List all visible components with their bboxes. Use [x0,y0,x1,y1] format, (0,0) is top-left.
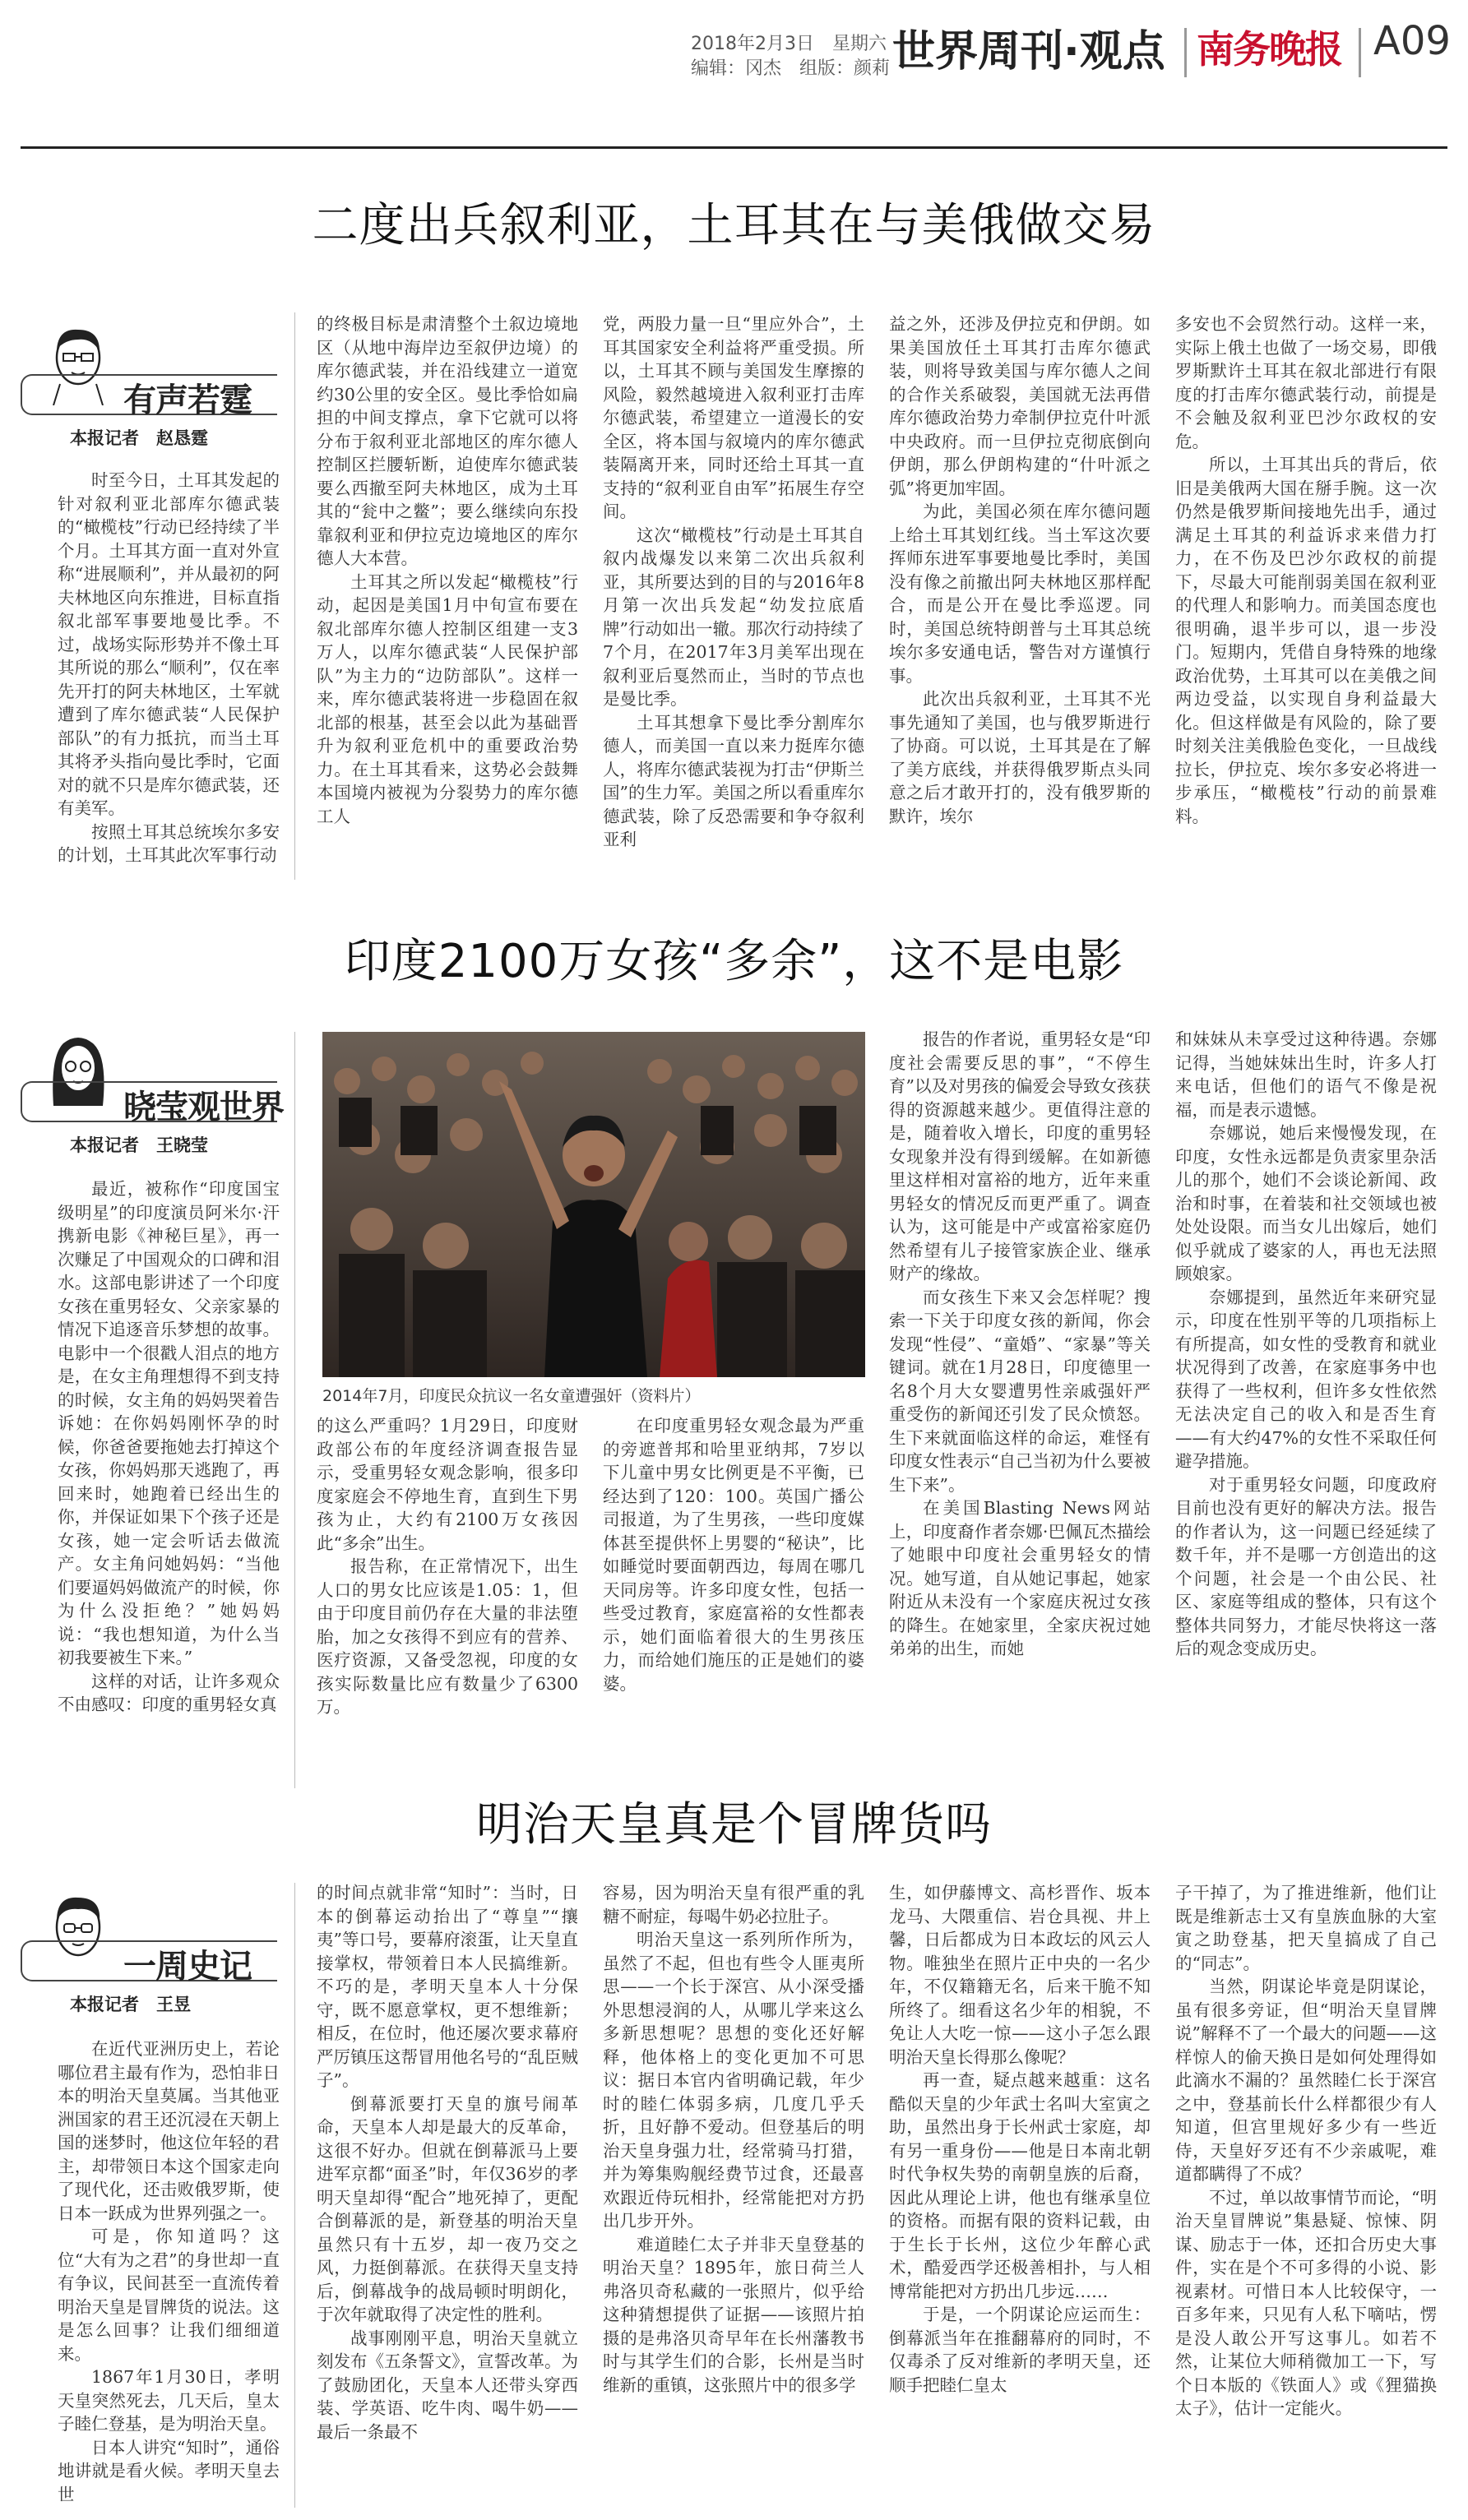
article-column [317,1881,578,2510]
masthead-rule [21,146,1447,149]
paragraph: 再一查，疑点越来越重：这名酷似天皇的少年武士名叫大室寅之助，虽然出身于长州武士家庭，却有另一重身份——他是日本南北朝时代争权失势的南朝皇族的后裔，因此从理论上讲，他也有继承皇位的资格。而据有限的资料记载，由于生长于长州，这位少年醉心武术，酷爱西学还极善相扑，与人相博常能把对方扔出几步远…… [889,2070,1151,2301]
masthead-divider [1359,28,1361,77]
article-column [58,1177,280,1786]
editor-credits: 编辑：冈杰 组版：颜莉 [691,58,891,79]
article-column [889,1881,1151,2510]
paragraph: 于是，一个阴谋论应运而生：倒幕派当年在推翻幕府的同时，不仅毒杀了反对维新的孝明天皇，还顺手把睦仁皇太 [889,2305,1151,2395]
article-headline: 明治天皇真是个冒牌货吗 [476,1798,992,1852]
paragraph: 在美国Blasting News网站上，印度裔作者奈娜·巴佩瓦杰描绘了她眼中印度社会重男轻女的情况。她写道，自从她记事起，她家附近从未没有一个家庭庆祝过女孩的降生。在她家里，全家庆祝过她弟弟的出生，而她 [889,1498,1151,1658]
newspaper-logo: 南务晚报 [1197,27,1341,72]
masthead-divider [1184,28,1187,77]
paragraph: 和妹妹从未享受过这种待遇。奈娜记得，当她妹妹出生时，许多人打来电话，但他们的语气不像是祝福，而是表示遗憾。 [1175,1029,1437,1120]
paragraph: 按照土耳其总统埃尔多安的计划，土耳其此次军事行动 [58,821,280,865]
article-column [58,469,280,888]
paragraph: 这次“橄榄枝”行动是土耳其自叙内战爆发以来第二次出兵叙利亚，其所要达到的目的与2016年8月第一次出兵发起“幼发拉底盾牌”行动如出一辙。那次行动持续了7个月，在2017年3月美军出现在叙利亚后戛然而止，当时的节点也是曼比季。 [603,525,864,709]
column-divider [294,1032,295,1788]
article-column [603,1881,864,2510]
masthead [0,0,1468,123]
column-title: 有声若霆 [123,381,252,419]
paragraph: 难道睦仁太子并非天皇登基的明治天皇？1895年，旅日荷兰人弗洛贝奇私藏的一张照片，似乎给这种猜想提供了证据——该照片拍摄的是弗洛贝奇早年在长州藩教书时与其学生们的合影，长州是当时维新的重镇，这张照片中的很多学 [603,2234,864,2395]
column-title: 晓莹观世界 [123,1088,284,1126]
paragraph: 而女孩生下来又会怎样呢？搜索一下关于印度女孩的新闻，你会发现“性侵”、“童婚”、“家暴”等关键词。就在1月28日，印度德里一名8个月大女婴遭男性亲戚强奸严重受伤的新闻还引发了民众愤怒。生下来就面临这样的命运，难怪有印度女性表示“自己当初为什么要被生下来”。 [889,1287,1151,1495]
paragraph: 在近代亚洲历史上，若论哪位君主最有作为，恐怕非日本的明治天皇莫属。当其他亚洲国家的君王还沉浸在天朝上国的迷梦时，他这位年轻的君主，却带领日本这个国家走向了现代化，还击败俄罗斯，使日本一跃成为世界列强之一。 [58,2039,280,2223]
paragraph: 对于重男轻女问题，印度政府目前也没有更好的解决方法。报告的作者认为，这一问题已经延续了数千年，并不是哪一方创造出的这个问题，社会是一个由公民、社区、家庭等组成的整体，只有这个整体共同努力，才能尽快将这一落后的观念变成历史。 [1175,1474,1437,1658]
paragraph: 最近，被称作“印度国宝级明星”的印度演员阿米尔·汗携新电影《神秘巨星》，再一次赚足了中国观众的口碑和泪水。这部电影讲述了一个印度女孩在重男轻女、父亲家暴的情况下追逐音乐梦想的故事。电影中一个很戳人泪点的地方是，在女主角理想得不到支持的时候，女主角的妈妈哭着告诉她：在你妈妈刚怀孕的时候，你爸爸要拖她去打掉这个女孩，你妈妈那天逃跑了，再回来时，她跑着已经出生的你，并保证如果下个孩子还是女孩，她一定会听话去做流产。女主角问她妈妈：“当他们要逼妈妈做流产的时候，你为什么没拒绝？”她妈妈说：“我也想知道，为什么当初我要被生下来。” [58,1179,280,1667]
paragraph: 不过，单以故事情节而论，“明治天皇冒牌说”集悬疑、惊悚、阴谋、励志于一体，还扣合历史大事件，实在是个不可多得的小说、影视素材。可惜日本人比较保守，一百多年来，只见有人私下嘀咕，愣是没人敢公开写这事儿。如若不然，让某位大师稍微加工一下，写个日本版的《铁面人》或《狸猫换太子》，估计一定能火。 [1175,2187,1437,2418]
article-column [1175,1028,1437,1784]
reporter-byline: 本报记者 王昱 [70,1995,191,2014]
article-column [317,312,578,884]
section-title: 世界周刊·观点 [892,27,1165,76]
column-header [21,1032,284,1155]
paragraph: 子干掉了，为了推进维新，他们让既是维新志士又有皇族血脉的大室寅之助登基，把天皇搞成了自己的“同志”。 [1175,1883,1437,1973]
paragraph: 日本人讲究“知时”，通俗地讲就是看火候。孝明天皇去世 [58,2437,280,2504]
paragraph: 战事刚刚平息，明治天皇就立刻发布《五条誓文》，宣誓改革。为了鼓励团化，天皇本人还带头穿西装、学英语、吃牛肉、喝牛奶——最后一条最不 [317,2328,578,2442]
article-column [889,312,1151,884]
column-divider [294,312,295,880]
column-title: 一周史记 [123,1947,252,1986]
paragraph: 的时间点就非常“知时”：当时，日本的倒幕运动抬出了“尊皇”“攘夷”等口号，要幕府滚蛋，让天皇直接掌权，带领着日本人民搞维新。不巧的是，孝明天皇本人十分保守，既不愿意掌权，更不想维新；相反，在位时，他还屡次要求幕府严厉镇压这帮冒用他名号的“乱臣贼子”。 [317,1883,578,2090]
paragraph: 的终极目标是肃清整个土叙边境地区（从地中海岸边至叙伊边境）的库尔德武装，并在沿线建立一道宽约30公里的安全区。曼比季恰如扁担的中间支撑点，拿下它就可以将分布于叙利亚北部地区的库尔德人控制区拦腰斩断，迫使库尔德武装要么西撤至阿夫林地区，成为土耳其的“瓮中之鳖”；要么继续向东投靠叙利亚和伊拉克边境地区的库尔德人大本营。 [317,314,578,568]
paragraph: 土耳其想拿下曼比季分割库尔德人，而美国一直以来力挺库尔德人，将库尔德武装视为打击“伊斯兰国”的生力军。美国之所以看重库尔德武装，除了反恐需要和争夺叙利亚利 [603,712,864,849]
paragraph: 多安也不会贸然行动。这样一来，实际上俄土也做了一场交易，即俄罗斯默许土耳其在叙北部进行有限度的打击库尔德武装行动，前提是不会触及叙利亚巴沙尔政权的安危。 [1175,314,1437,451]
column-divider [294,1883,295,2508]
paragraph: 党，两股力量一旦“里应外合”，土耳其国家安全利益将严重受损。所以，土耳其不顾与美国发生摩擦的风险，毅然越境进入叙利亚打击库尔德武装，希望建立一道漫长的安全区，将本国与叙境内的库尔德武装隔离开来，同时还给土耳其一直支持的“叙利亚自由军”拓展生存空间。 [603,314,864,521]
article-column [1175,312,1437,884]
article-column [603,312,864,884]
article-headline: 印度2100万女孩“多余”，这不是电影 [344,935,1124,988]
paragraph: 所以，土耳其出兵的背后，依旧是美俄两大国在掰手腕。这一次仍然是俄罗斯间接地先出手，通过满足土耳其的利益诉求来借力打力，在不伤及巴沙尔政权的前提下，尽最大可能削弱美国在叙利亚的代理人和影响力。而美国态度也很明确，退半步可以，退一步没门。短期内，凭借自身特殊的地缘政治优势，土耳其可以在美俄之间两边受益，以实现自身利益最大化。但这样做是有风险的，除了要时刻关注美俄脸色变化，一旦战线拉长，伊拉克、埃尔多安必将进一步承压，“橄榄枝”行动的前景难料。 [1175,455,1437,826]
paragraph: 奈娜说，她后来慢慢发现，在印度，女性永远都是负责家里杂活儿的那个，她们不会谈论新闻、政治和时事，在着装和社交领域也被处处设限。而当女儿出嫁后，她们似乎就成了婆家的人，再也无法照顾娘家。 [1175,1123,1437,1283]
paragraph: 生，如伊藤博文、高杉晋作、坂本龙马、大隈重信、岩仓具视、井上馨，日后都成为日本政坛的风云人物。唯独坐在照片正中央的一名少年，不仅籍籍无名，后来干脆不知所终了。细看这名少年的相貌，不免让人大吃一惊——这小子怎么跟明治天皇长得那么像呢？ [889,1883,1151,2067]
article-column [317,1414,578,1784]
column-header [21,1891,284,2014]
paragraph: 当然，阴谋论毕竟是阴谋论，虽有很多旁证，但“明治天皇冒牌说”解释不了一个最大的问题——这样惊人的偷天换日是如何处理得如此滴水不漏的？虽然睦仁长于深宫之中，登基前长什么样都很少有人知道，但宫里规好多少有一些近侍，天皇好歹还有不少亲戚呢，难道都瞒得了不成？ [1175,1977,1437,2184]
paragraph: 益之外，还涉及伊拉克和伊朗。如果美国放任土耳其打击库尔德武装，则将导致美国与库尔德人之间的合作关系破裂，美国就无法再借库尔德政治势力牵制伊拉克什叶派中央政府。而一旦伊拉克彻底倒向伊朗，那么伊朗构建的“什叶派之弧”将更加牢固。 [889,314,1151,498]
paragraph: 的这么严重吗？1月29日，印度财政部公布的年度经济调查报告显示，受重男轻女观念影响，很多印度家庭会不停地生育，直到生下男孩为止，大约有2100万女孩因此“多余”出生。 [317,1416,578,1553]
paragraph: 可是，你知道吗？这位“大有为之君”的身世却一直有争议，民间甚至一直流传着明治天皇是冒牌货的说法。这是怎么回事？让我们细细道来。 [58,2226,280,2364]
paragraph: 时至今日，土耳其发起的针对叙利亚北部库尔德武装的“橄榄枝”行动已经持续了半个月。土耳其方面一直对外宣称“进展顺利”，并从最初的阿夫林地区向东推进，目标直指叙北部军事要地曼比季。不过，战场实际形势并不像土耳其所说的那么“顺利”，仅在率先开打的阿夫林地区，土军就遭到了库尔德武装“人民保护部队”的有力抵抗，而当土耳其将矛头指向曼比季时，它面对的就不只是库尔德武装，还有美军。 [58,470,280,818]
reporter-byline: 本报记者 赵恳霆 [70,428,208,448]
paragraph: 明治天皇这一系列所作所为，虽然了不起，但也有些令人匪夷所思——一个长于深宫、从小深受播外思想浸润的人，从哪儿学来这么多新思想呢？思想的变化还好解释，他体格上的变化更加不可思议：据日本官内省明确记载，年少时的睦仁体弱多病，几度几乎夭折，且好静不爱动。但登基后的明治天皇身强力壮，经常骑马打猎，并为筹集购舰经费节过食，还最喜欢跟近侍玩相扑，经常能把对方扔出几步开外。 [603,1930,864,2231]
photo-caption: 2014年7月，印度民众抗议一名女童遭强奸（资料片） [322,1387,701,1405]
issue-date: 2018年2月3日 星期六 [691,34,887,54]
paragraph: 土耳其之所以发起“橄榄枝”行动，起因是美国1月中旬宣布要在叙北部库尔德人控制区组建一支3万人，以库尔德武装“人民保护部队”为主力的“边防部队”。这样一来，库尔德武装将进一步稳固在叙北部的根基，甚至会以此为基础晋升为叙利亚危机中的重要政治势力。在土耳其看来，这势必会鼓舞本国境内被视为分裂势力的库尔德工人 [317,571,578,826]
protest-photo [322,1032,865,1377]
article-column [1175,1881,1437,2510]
paragraph: 容易，因为明治天皇有很严重的乳糖不耐症，每喝牛奶必拉肚子。 [603,1883,864,1926]
article-headline: 二度出兵叙利亚，土耳其在与美俄做交易 [312,199,1156,252]
paragraph: 此次出兵叙利亚，土耳其不光事先通知了美国，也与俄罗斯进行了协商。可以说，土耳其是在了解了美方底线，并获得俄罗斯点头同意之后才敢开打的，没有俄罗斯的默许，埃尔 [889,689,1151,826]
column-header [21,325,284,448]
reporter-byline: 本报记者 王晓莹 [70,1135,208,1155]
article-column [889,1028,1151,1784]
paragraph: 奈娜提到，虽然近年来研究显示，印度在性别平等的几项指标上有所提高，如女性的受教育和就业状况得到了改善，在家庭事务中也获得了一些权利，但许多女性依然无法决定自己的收入和是否生育——有大约47%的女性不采取任何避孕措施。 [1175,1287,1437,1471]
paragraph: 报告的作者说，重男轻女是“印度社会需要反思的事”，“不停生育”以及对男孩的偏爱会导致女孩获得的资源越来越少。更值得注意的是，随着收入增长，印度的重男轻女现象并没有得到缓解。在如新德里这样相对富裕的地方，近年来重男轻女的情况反而更严重了。调查认为，这可能是中产或富裕家庭仍然希望有儿子接管家族企业、继承财产的缘故。 [889,1029,1151,1283]
paragraph: 1867年1月30日，孝明天皇突然死去，几天后，皇太子睦仁登基，是为明治天皇。 [58,2367,280,2434]
article-column [58,2037,280,2506]
page-number: A09 [1373,18,1451,64]
paragraph: 倒幕派要打天皇的旗号闹革命，天皇本人却是最大的反革命，这很不好办。但就在倒幕派马上要进军京都“面圣”时，年仅36岁的孝明天皇却得“配合”地死掉了，更配合倒幕派的是，新登基的明治天皇虽然只有十五岁，却一夜乃交之风，力挺倒幕派。在获得天皇支持后，倒幕战争的战局顿时明朗化，于次年就取得了决定性的胜利。 [317,2093,578,2324]
paragraph: 报告称，在正常情况下，出生人口的男女比应该是1.05：1，但由于印度目前仍存在大量的非法堕胎，加之女孩得不到应有的营养、医疗资源，又备受忽视，印度的女孩实际数量比应有数量少了6300万。 [317,1556,578,1717]
paragraph: 为此，美国必须在库尔德问题上给土耳其划红线。当土军这次要挥师东进军事要地曼比季时，美国没有像之前撤出阿夫林地区那样配合，而是公开在曼比季巡逻。同时，美国总统特朗普与土耳其总统埃尔多安通电话，警告对方谨慎行事。 [889,502,1151,686]
paragraph: 这样的对话，让许多观众不由感叹：印度的重男轻女真 [58,1671,280,1714]
article-column [603,1414,864,1784]
paragraph: 在印度重男轻女观念最为严重的旁遮普邦和哈里亚纳邦，7岁以下儿童中男女比例更是不平衡，已经达到了120：100。英国广播公司报道，为了生男孩，一些印度媒体甚至提供怀上男婴的“秘诀”，比如睡觉时要面朝西边，每周在哪几天同房等。许多印度女性，包括一些受过教育，家庭富裕的女性都表示，她们面临着很大的生男孩压力，而给她们施压的正是她们的婆婆。 [603,1416,864,1694]
protest-crowd-image [322,1032,865,1377]
